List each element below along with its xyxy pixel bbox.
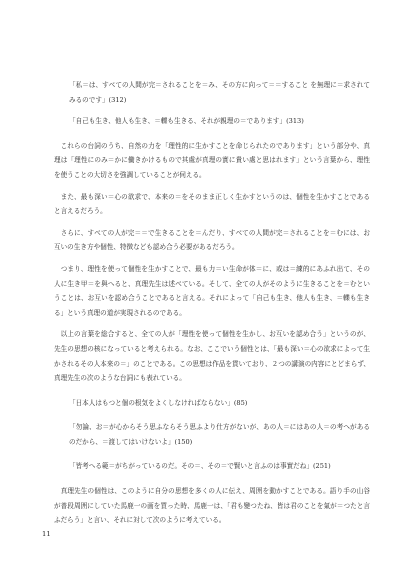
- body-paragraph: また、最も深い＝心の欲求で、本来の＝をそのまま正しく生かすというのは、個性を生かすことであると言えるだろう。: [54, 192, 370, 216]
- body-paragraph: さらに、すべての人が完＝＝で生きることを＝んだり、すべての人間が完＝されることを＝むには、お互いの生き方や個性、特徴なども認め合う必要があるだろう。: [54, 228, 370, 252]
- spacer: [54, 320, 370, 327]
- spacer: [54, 129, 370, 139]
- spacer: [54, 219, 370, 226]
- spacer: [54, 255, 370, 262]
- quote-251: 「皆考へる範＝がちがっているのだ。その＝、その＝で賢いと言ふのは事實だね」(251): [69, 462, 331, 471]
- body-paragraph: 以上の言葉を総合すると、全ての人が「理性を使って個性を生かし、お互いを認め合う」というのが、先生の思想の核になっていると考えられる。なお、ここでいう個性とは、「最も深い＝心の欲求によって生かされるその人本来の＝」のことである。この思想は作品を貫いており、２つの講演の内容にとどまらず、真理先生の次のような台詞にも表れている。: [54, 330, 370, 383]
- body-paragraph: これらの台詞のうち、自然の力を「理性的に生かすことを命じられたのであります」という部分や、真理は「理性にのみ＝かに働きかけるもので其處が真理の實に貴い處と思はれます」という言葉から、理性を使うことの大切さを強調していることが伺える。: [54, 141, 370, 179]
- page-body: [54, 78, 370, 528]
- page-number: 11: [42, 530, 51, 538]
- quote-313: 「自己も生き、他人も生き、＝轢も生きる、それが親理の＝であります」(313): [69, 117, 304, 126]
- quote-150: 「勿論、お＝が心からそう思ふならそう思ふより仕方がないが、あの人＝にはあの人＝の考へがあるのだから、＝渡してはいけないよ」(150): [69, 423, 370, 446]
- spacer: [54, 386, 370, 396]
- body-paragraph: つまり、理性を使って個性を生かすことで、最も力＝い生命が体＝に、或は＝練的にあふれ出て、その人に生き甲＝を與へると、真理先生は述べている。そして、全ての人がそのように生きることを＝むということは、お互いを認め合うことであると言える。それによって「自己も生き、他人も生き、＝轢も生きる」という真理の道が実現されるのである。: [54, 264, 370, 317]
- spacer: [54, 474, 370, 484]
- spacer: [54, 107, 370, 114]
- body-paragraph: 真理先生の個性は、このように自分の思想を多くの人に伝え、周囲を動かすことである。語り手の山谷が普段周囲にしていた馬鹿一の画を買った時、馬鹿一は、「君も變つたね、皆は君のことを氣が＝つたと言ふだらう」と言い、それに対して次のように考えている。: [54, 487, 370, 525]
- spacer: [54, 183, 370, 190]
- quote-312: 「私＝は、すべての人間が完＝されることを＝み、その方に向って＝＝すること を無理に＝求されてみるのです」(312): [69, 81, 370, 104]
- quote-85: 「日本人はもつと個の根気をよくしなければならない」(85): [69, 398, 248, 407]
- spacer: [54, 449, 370, 459]
- spacer: [54, 410, 370, 420]
